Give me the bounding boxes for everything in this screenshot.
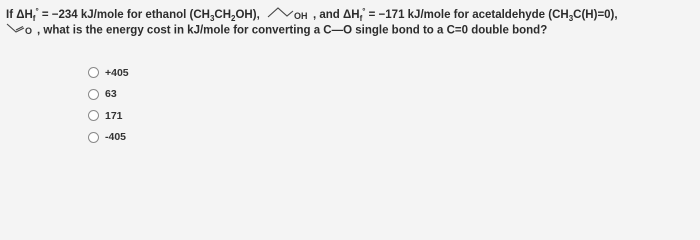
answer-option-2[interactable] xyxy=(88,84,129,106)
question-fragment: C(H)=0), xyxy=(573,9,618,21)
subscript: 3 xyxy=(209,14,215,23)
answer-option-4[interactable] xyxy=(88,127,129,149)
subscript: f xyxy=(359,14,363,23)
superscript: ° xyxy=(35,7,39,16)
answer-option-1[interactable] xyxy=(88,62,129,84)
option-label: 63 xyxy=(105,88,117,101)
question-line-2 xyxy=(6,20,547,41)
radio-button[interactable] xyxy=(88,67,99,78)
question-fragment: = −234 kJ/mole for ethanol (CH xyxy=(38,9,210,21)
option-label: +405 xyxy=(105,66,129,79)
radio-button[interactable] xyxy=(88,110,99,121)
acetaldehyde-skeletal-structure xyxy=(6,20,34,41)
radio-button[interactable] xyxy=(88,89,99,100)
question-fragment: , and ΔH xyxy=(312,9,360,21)
question-fragment: If ΔH xyxy=(6,9,33,21)
svg-text:O: O xyxy=(25,26,33,36)
question-fragment: OH), xyxy=(235,9,263,21)
answer-option-3[interactable] xyxy=(88,105,129,127)
superscript: ° xyxy=(362,7,366,16)
answer-options xyxy=(88,62,129,148)
svg-text:OH: OH xyxy=(293,11,308,21)
option-label: -405 xyxy=(105,131,127,144)
subscript: 2 xyxy=(231,14,236,23)
question-fragment: , what is the energy cost in kJ/mole for converting a C—O single bond to a C=0 double bond? xyxy=(37,24,548,37)
option-label: 171 xyxy=(105,109,123,122)
question-fragment: = −171 kJ/mole for acetaldehyde (CH xyxy=(365,9,569,21)
subscript: f xyxy=(32,14,36,23)
question-fragment: CH xyxy=(214,9,232,21)
subscript: 3 xyxy=(568,14,574,23)
radio-button[interactable] xyxy=(88,132,99,143)
